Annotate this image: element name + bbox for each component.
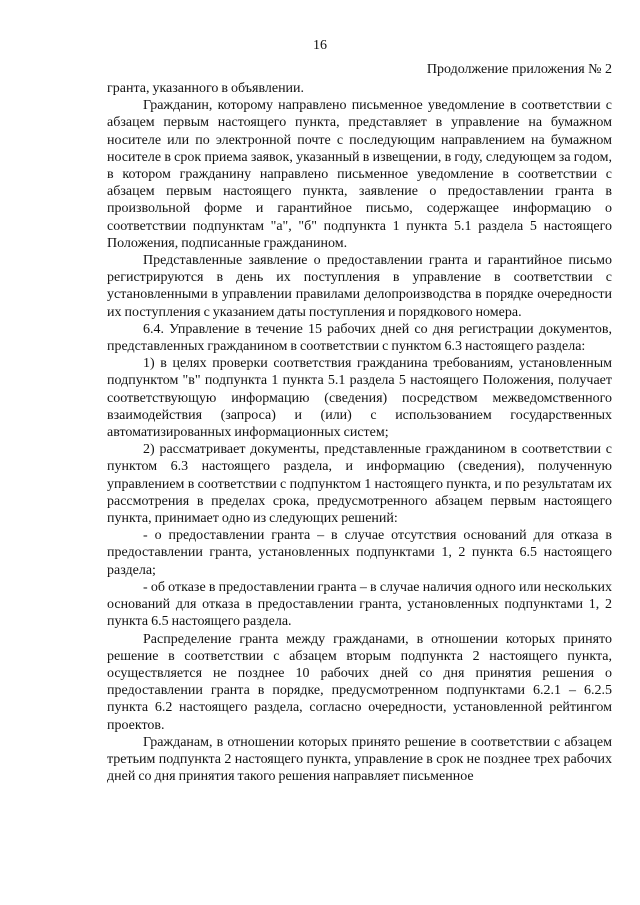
paragraph: 1) в целях проверки соответствия гражданина требованиям, установленным подпунктом "в" подпункта 1 пункта 5.1 раздела 5 настоящего Положения, получает соответствующую информацию (сведения) посредством межведомственного взаимодействия (запроса) и (или) с использованием государственных автоматизированных информационных систем; [107,356,612,441]
paragraph: Представленные заявление о предоставлении гранта и гарантийное письмо регистрируются в день их поступления в управление в соответствии с установленными в управлении правилами делопроизводства в порядке очередности их поступления с указанием даты поступления и порядкового номера. [107,253,612,320]
paragraph: 6.4. Управление в течение 15 рабочих дней со дня регистрации документов, представленных гражданином в соответствии с пунктом 6.3 настоящего раздела: [107,321,612,355]
appendix-continuation-label: Продолжение приложения № 2 [426,62,612,77]
paragraph: - об отказе в предоставлении гранта – в случае наличия одного или нескольких оснований для отказа в предоставлении гранта, установленных подпунктами 1, 2 пункта 6.5 настоящего раздела. [107,579,612,630]
page-number: 16 [313,38,327,53]
document-body [107,80,612,785]
paragraph: - о предоставлении гранта – в случае отсутствия оснований для отказа в предоставлении гранта, установленных подпунктами 1, 2 пункта 6.5 настоящего раздела; [107,528,612,578]
paragraph: Гражданин, которому направлено письменное уведомление в соответствии с абзацем первым настоящего пункта, представляет в управление на бумажном носителе или по электронной почте с последующим направлением на бумажном носителе в срок приема заявок, указанный в извещении, в году, следующем за годом, в котором гражданину направлено письменное уведомление в соответствии с абзацем первым настоящего пункта, заявление о предоставлении гранта в произвольной форме и гарантийное письмо, содержащее информацию о соответствии подпунктам "а", "б" подпункта 1 пункта 5.1 раздела 5 настоящего Положения, подписанные гражданином. [107,98,612,251]
paragraph: Распределение гранта между гражданами, в отношении которых принято решение в соответствии с абзацем вторым подпункта 2 настоящего пункта, осуществляется не позднее 10 рабочих дней со дня принятия решения о предоставлении гранта в порядке, предусмотренном подпунктами 6.2.1 – 6.2.5 пункта 6.2 настоящего раздела, согласно очередности, установленной рейтингом проектов. [107,631,612,733]
paragraph: 2) рассматривает документы, представленные гражданином в соответствии с пунктом 6.3 настоящего раздела, и информацию (сведения), полученную управлением в соответствии с подпунктом 1 настоящего пункта, и по результатам их рассмотрения в пределах срока, предусмотренного абзацем первым настоящего пункта, принимает одно из следующих решений: [107,442,612,527]
paragraph: Гражданам, в отношении которых принято решение в соответствии с абзацем третьим подпункта 2 настоящего пункта, управление в срок не позднее трех рабочих дней со дня принятия такого решения направляет письменное [107,734,612,785]
paragraph: гранта, указанного в объявлении. [107,81,305,96]
